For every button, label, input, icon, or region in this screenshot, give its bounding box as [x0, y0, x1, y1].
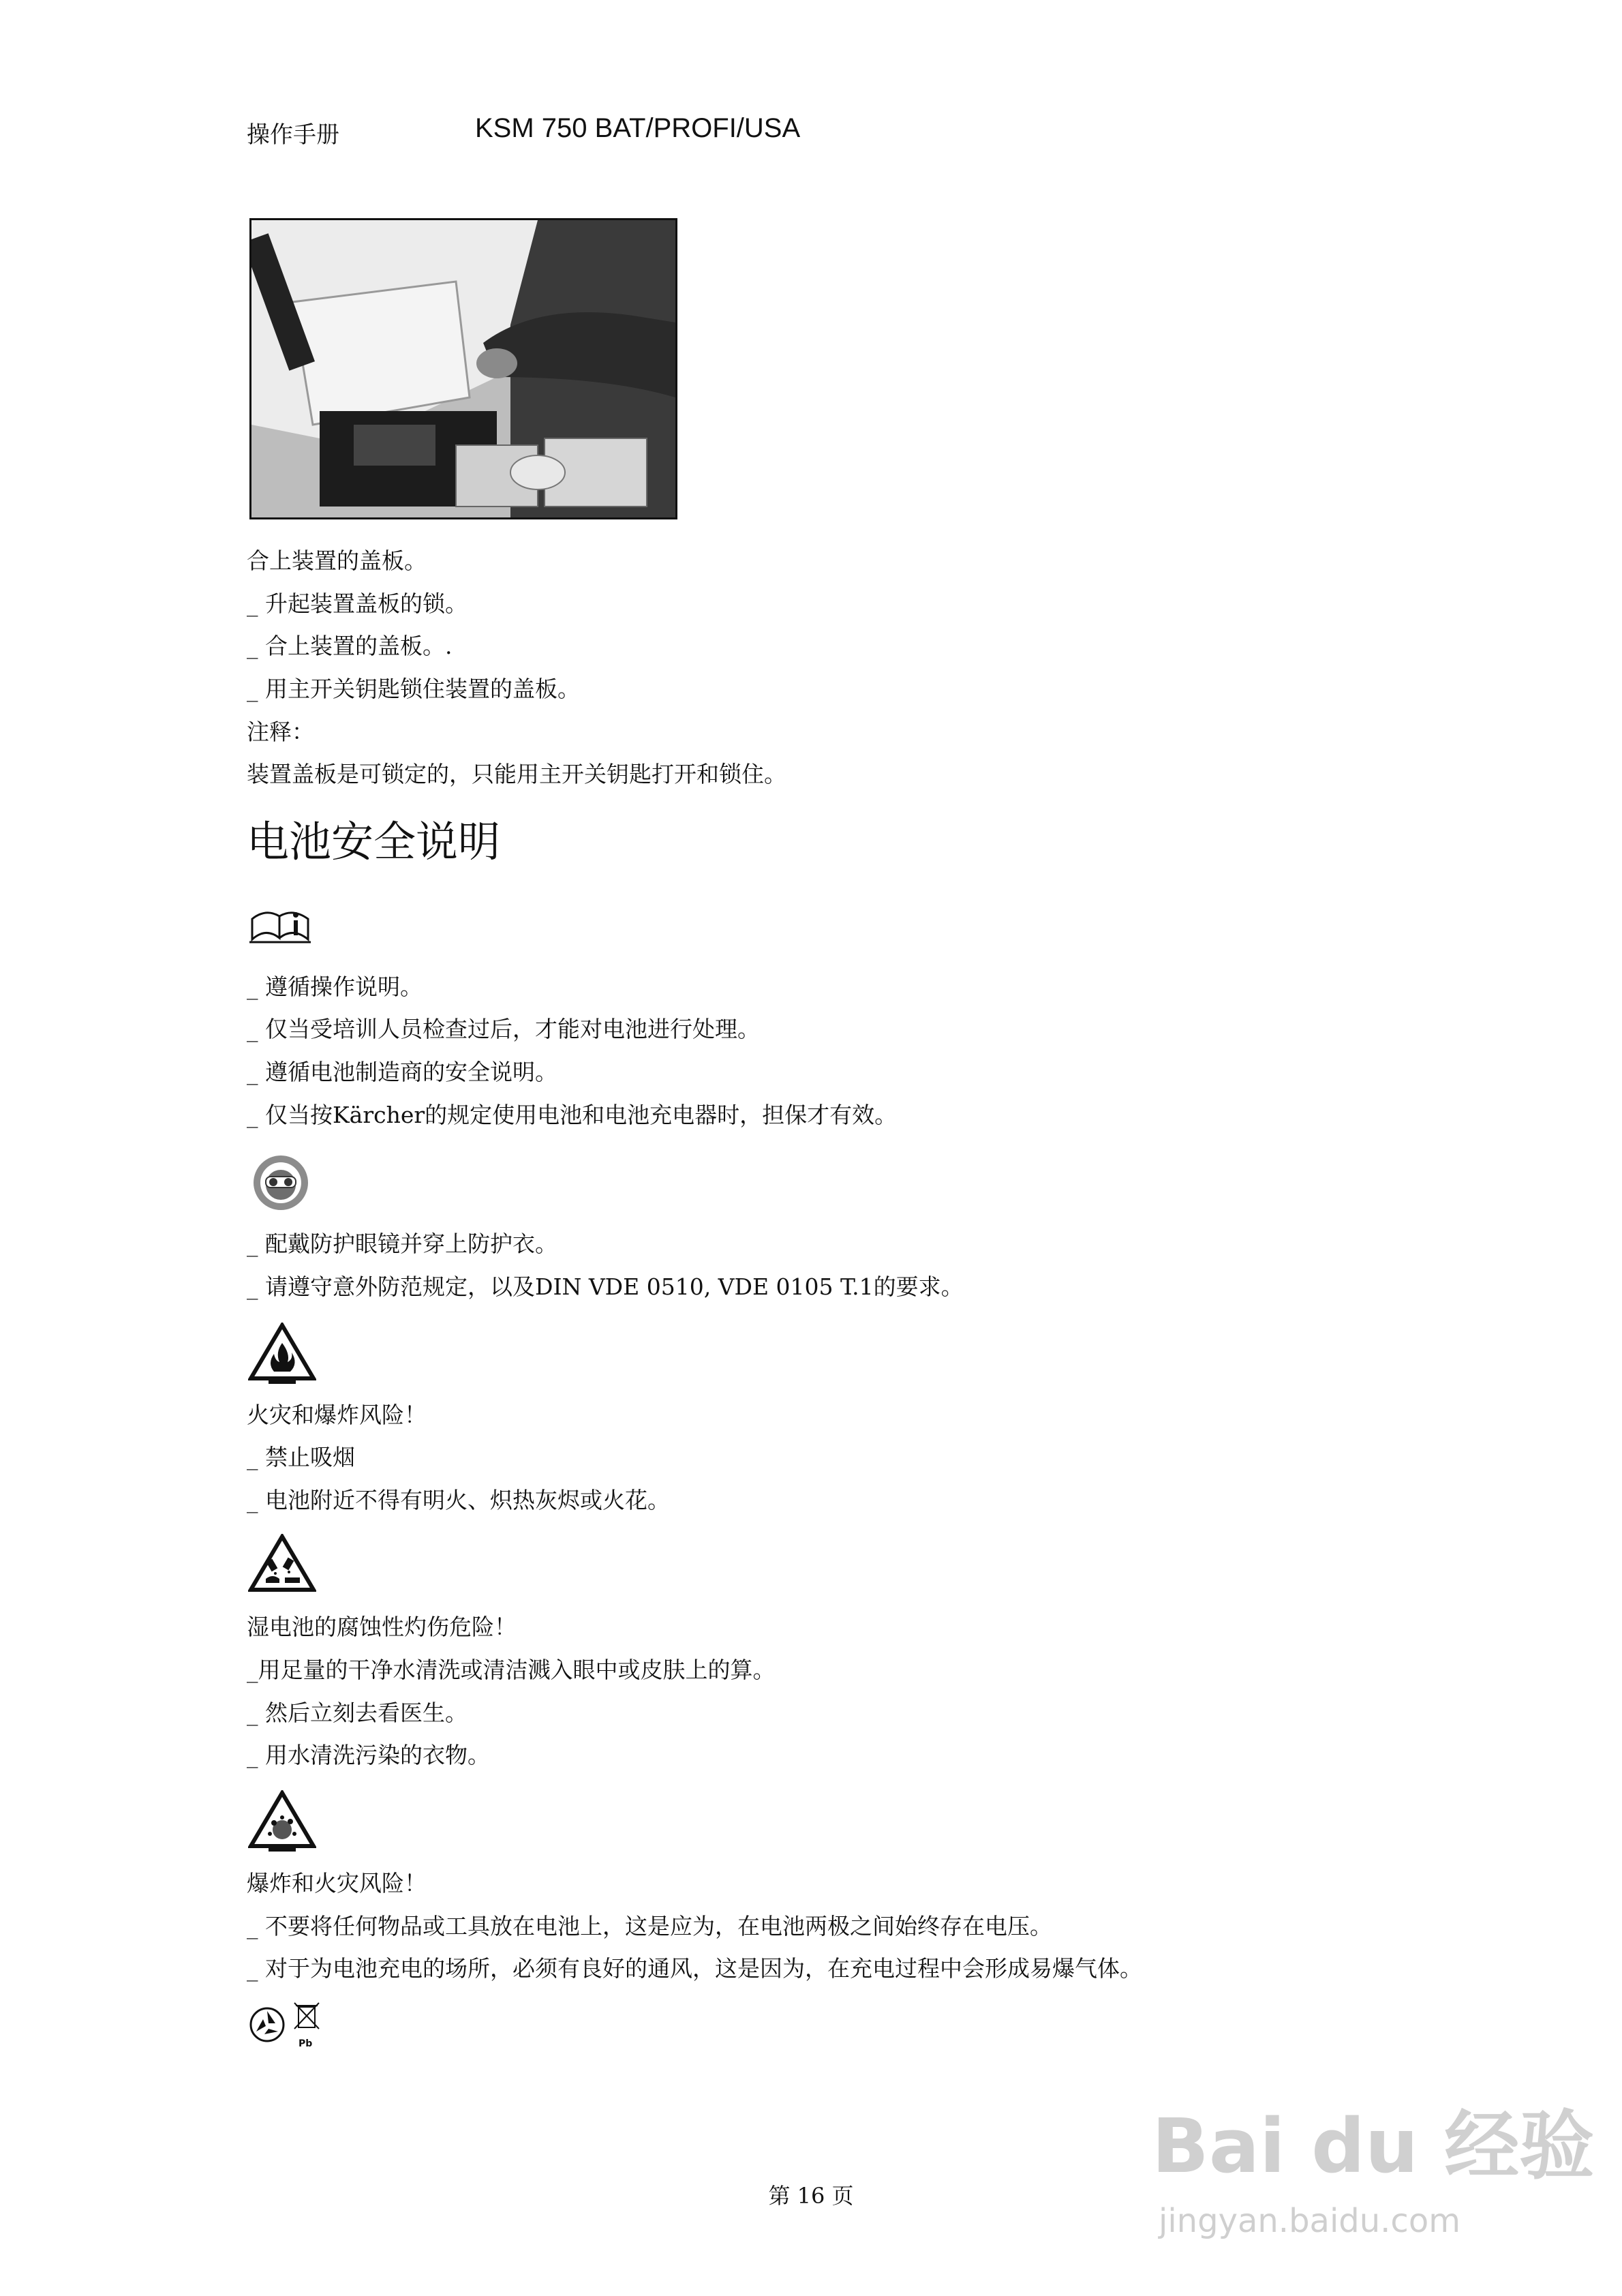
manual-item-2: _ 仅当受培训人员检查过后，才能对电池进行处理。: [247, 1016, 760, 1042]
acid-item-1: _用足量的干净水清洗或清洁溅入眼中或皮肤上的算。: [247, 1657, 776, 1683]
goggles-item-1: _ 配戴防护眼镜并穿上防护衣。: [247, 1230, 557, 1257]
acid-item-2: _ 然后立刻去看医生。: [247, 1700, 468, 1726]
page-number: 第 16 页: [768, 2183, 854, 2209]
acid-title: 湿电池的腐蚀性灼伤危险！: [247, 1614, 517, 1640]
fire-item-2: _ 电池附近不得有明火、炽热灰烬或火花。: [247, 1487, 670, 1513]
corrosive-warning-icon: [248, 1534, 316, 1597]
recycle-icon: [248, 2004, 286, 2048]
read-manual-icon: [248, 907, 313, 948]
explosion-warning-icon: [248, 1790, 316, 1854]
baidu-watermark: Bai du 经验: [1152, 2102, 1595, 2190]
manual-item-3: _ 遵循电池制造商的安全说明。: [247, 1059, 557, 1085]
explosion-item-2: _ 对于为电池充电的场所，必须有良好的通风，这是因为，在充电过程中会形成易爆气体。: [247, 1955, 1142, 1982]
manual-item-1: _ 遵循操作说明。: [247, 973, 423, 1000]
manual-label: 操作手册: [247, 121, 339, 149]
fire-title: 火灾和爆炸风险！: [247, 1402, 427, 1428]
crossed-bin-icon: [293, 2002, 320, 2038]
model-name: KSM 750 BAT/PROFI/USA: [475, 113, 801, 143]
step-3: _ 用主开关钥匙锁住装置的盖板。: [247, 676, 580, 702]
note-text: 装置盖板是可锁定的，只能用主开关钥匙打开和锁住。: [247, 761, 786, 787]
watermark-url: jingyan.baidu.com: [1159, 2202, 1460, 2240]
acid-item-3: _ 用水清洗污染的衣物。: [247, 1742, 490, 1768]
machine-cover-photo: [249, 218, 677, 519]
fire-item-1: _ 禁止吸烟: [247, 1444, 355, 1470]
manual-item-4: _ 仅当按Kärcher的规定使用电池和电池充电器时，担保才有效。: [247, 1102, 898, 1128]
section-heading: 电池安全说明: [247, 817, 501, 866]
step-1: _ 升起装置盖板的锁。: [247, 590, 468, 617]
explosion-item-1: _ 不要将任何物品或工具放在电池上，这是应为，在电池两极之间始终存在电压。: [247, 1913, 1052, 1939]
lead-symbol-label: Pb: [299, 2038, 313, 2049]
goggles-icon: [248, 1153, 313, 1215]
cover-caption: 合上装置的盖板。: [247, 547, 427, 574]
explosion-title: 爆炸和火灾风险！: [247, 1870, 427, 1897]
note-label: 注释：: [247, 719, 314, 745]
fire-warning-icon: [248, 1323, 316, 1387]
goggles-item-2: _ 请遵守意外防范规定，以及DIN VDE 0510, VDE 0105 T.1的要求。: [247, 1273, 964, 1300]
step-2: _ 合上装置的盖板。.: [247, 633, 453, 659]
